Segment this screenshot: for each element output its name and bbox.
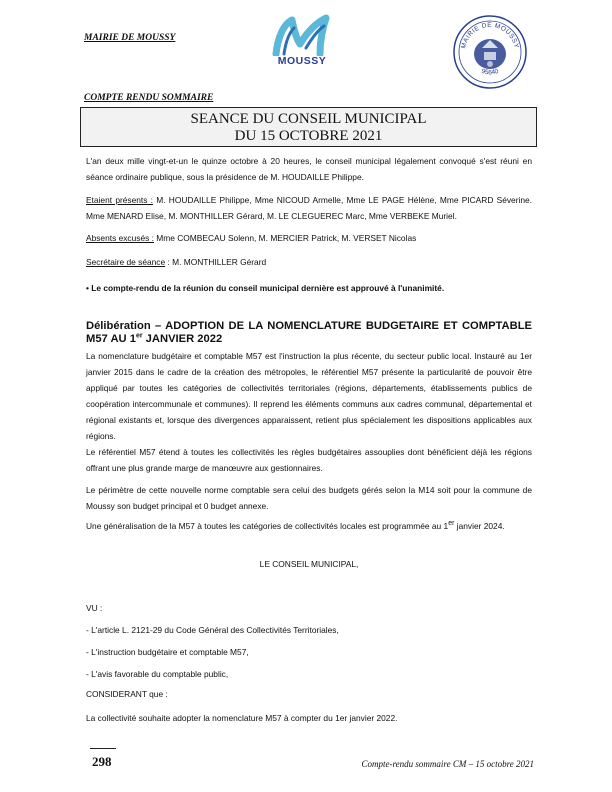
intro-paragraph: L'an deux mille vingt-et-un le quinze octobre à 20 heures, le conseil municipal légalement convoqué s'est réuni en séance ordinaire publique, sous la présidence de M. HOUDAILLE Philippe. xyxy=(86,156,532,182)
paragraph-4-sup: er xyxy=(448,520,455,528)
presents-text: M. HOUDAILLE Philippe, Mme NICOUD Armelle, Mme LE PAGE Hélène, Mme PICARD Séverine. Mme MENARD Elise, M. MONTHILLER Gérard, M. LE CLEGUEREC Marc, Mme VERBEKE Muriel. xyxy=(86,195,532,221)
paragraph-2: Le référentiel M57 étend à toutes les collectivités les règles budgétaires assouplies dont bénéficient déjà les régions offrant une plus grande marge de manœuvre aux gestionnaires. xyxy=(86,447,532,473)
compte-rendu-label: COMPTE RENDU SOMMAIRE xyxy=(84,93,214,103)
excuses-text: Mme COMBECAU Solenn, M. MERCIER Patrick, M. VERSET Nicolas xyxy=(153,233,417,243)
considerant-text: La collectivité souhaite adopter la nomenclature M57 à compter du 1er janvier 2022. xyxy=(86,713,398,723)
page-title: SEANCE DU CONSEIL MUNICIPAL xyxy=(190,111,427,127)
presents-label: Etaient présents : xyxy=(86,195,154,205)
secretaire-label: Secrétaire de séance xyxy=(86,257,166,267)
paragraph-4-prefix: Une généralisation de la M57 à toutes les catégories de collectivités locales est programmée au 1 xyxy=(86,521,449,531)
secretaire-paragraph xyxy=(86,254,532,270)
page-subtitle: DU 15 OCTOBRE 2021 xyxy=(234,128,383,144)
presents-paragraph xyxy=(86,192,532,224)
svg-text:95640: 95640 xyxy=(480,67,500,77)
considerant-label: CONSIDERANT que : xyxy=(86,689,168,699)
title-box xyxy=(80,107,537,147)
secretaire-text: : M. MONTHILLER Gérard xyxy=(165,257,267,267)
vu-item: - L'avis favorable du comptable public, xyxy=(86,669,229,679)
deliberation-sup: er xyxy=(135,332,143,340)
mairie-seal-icon xyxy=(452,14,528,90)
vu-item: - L'article L. 2121-29 du Code Général des Collectivités Territoriales, xyxy=(86,625,339,635)
page-number: 298 xyxy=(92,754,112,769)
logo-text: MOUSSY xyxy=(277,55,327,67)
paragraph-4 xyxy=(86,518,532,534)
excuses-paragraph xyxy=(86,230,532,246)
page-number-rule xyxy=(90,748,116,749)
council-heading: LE CONSEIL MUNICIPAL, xyxy=(259,559,359,569)
svg-text:MAIRIE DE MOUSSY: MAIRIE DE MOUSSY xyxy=(460,21,520,50)
footer-text: Compte-rendu sommaire CM – 15 octobre 2021 xyxy=(361,759,534,769)
approval-line: • Le compte-rendu de la réunion du conseil municipal dernière est approuvé à l'unanimité. xyxy=(86,283,445,293)
vu-label: VU : xyxy=(86,603,103,613)
excuses-label: Absents excusés : xyxy=(86,233,154,243)
vu-item: - L'instruction budgétaire et comptable M57, xyxy=(86,647,249,657)
deliberation-heading xyxy=(86,320,532,346)
moussy-logo-icon xyxy=(262,14,342,56)
paragraph-3: Le périmètre de cette nouvelle norme comptable sera celui des budgets gérés selon la M14 soit pour la commune de Moussy son budget principal et 0 budget annexe. xyxy=(86,485,532,511)
deliberation-suffix: JANVIER 2022 xyxy=(142,333,223,345)
mairie-header: MAIRIE DE MOUSSY xyxy=(84,33,176,43)
paragraph-4-suffix: janvier 2024. xyxy=(454,521,505,531)
deliberation-prefix: Délibération – ADOPTION DE LA NOMENCLATURE BUDGETAIRE ET COMPTABLE M57 AU 1 xyxy=(86,320,532,345)
paragraph-1: La nomenclature budgétaire et comptable M57 est l'instruction la plus récente, du secteur public local. Instauré au 1er janvier 2015 dans le cadre de la création des métropoles, le référentiel M57 présente la particularité de pouvoir être appliqué par toutes les catégories de collectivités territoriales (régions, départements, établissements publics de coopération intercommunale et communes). Il reprend les éléments communs aux cadres communal, départemental et régional existants et, lorsque des divergences apparaissent, retient plus spécialement les dispositions applicables aux régions. xyxy=(86,351,532,441)
